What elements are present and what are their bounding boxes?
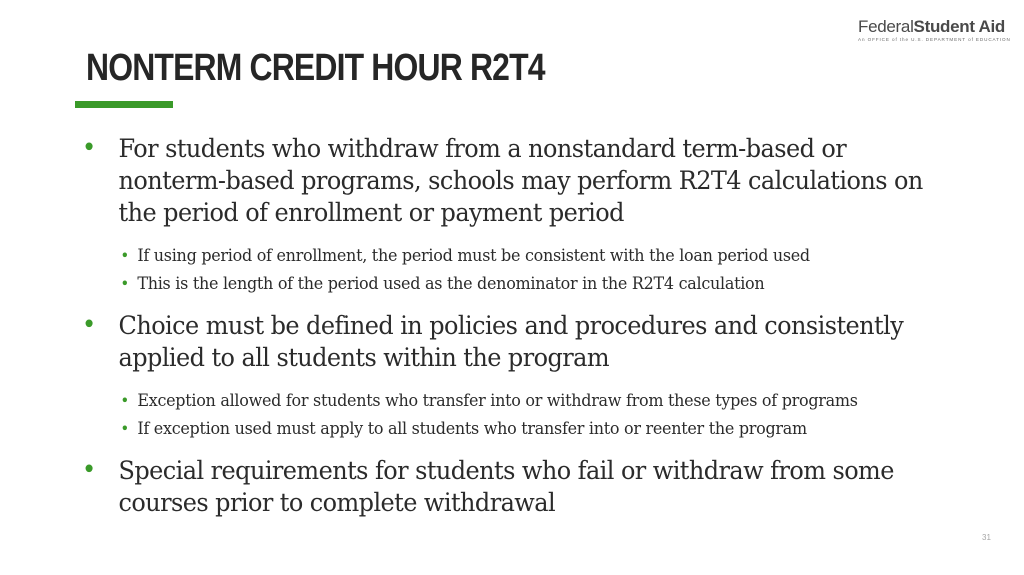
sub-bullet-item [80, 242, 926, 270]
logo-student-aid-text: Student Aid [913, 17, 1005, 36]
sub-bullet-text: If using period of enrollment, the period must be consistent with the loan period used [137, 246, 810, 266]
bullet-item [80, 455, 927, 519]
sub-bullet-item [80, 415, 926, 443]
sub-bullet-dot-icon: • [120, 419, 130, 438]
sub-bullet-group [80, 242, 980, 298]
title-accent-bar [75, 101, 173, 108]
sub-bullet-text: Exception allowed for students who transfer into or withdraw from these types of programs [137, 391, 858, 411]
sub-bullet-group [80, 387, 980, 443]
sub-bullet-dot-icon: • [120, 274, 130, 293]
sub-bullet-list [80, 242, 980, 298]
bullet-text: Choice must be defined in policies and procedures and consistently applied to all students within the program [118, 311, 904, 373]
bullet-dot-icon: • [81, 455, 96, 485]
bullet-list [80, 133, 980, 519]
bullet-dot-icon: • [81, 310, 96, 340]
sub-bullet-dot-icon: • [120, 246, 130, 265]
slide-title: NONTERM CREDIT HOUR R2T4 [86, 47, 545, 89]
sub-bullet-item [80, 270, 926, 298]
sub-bullet-dot-icon: • [120, 391, 130, 410]
logo-tagline: An OFFICE of the U.S. DEPARTMENT of EDUCATION [858, 37, 1011, 42]
bullet-text: Special requirements for students who fail or withdraw from some courses prior to complete withdrawal [118, 456, 894, 518]
bullet-item [80, 310, 927, 374]
federal-student-aid-logo [858, 17, 1011, 44]
bullet-text: For students who withdraw from a nonstandard term-based or nonterm-based programs, schools may perform R2T4 calculations on the period of enrollment or payment period [118, 134, 923, 228]
sub-bullet-list [80, 387, 980, 443]
bullet-item [80, 133, 927, 229]
logo-wordmark [858, 18, 1008, 36]
bullet-dot-icon: • [81, 133, 96, 163]
logo-federal-text: Federal [858, 17, 914, 36]
sub-bullet-text: This is the length of the period used as the denominator in the R2T4 calculation [137, 274, 765, 294]
sub-bullet-text: If exception used must apply to all students who transfer into or reenter the program [137, 419, 807, 439]
sub-bullet-item [80, 387, 926, 415]
page-number: 31 [982, 533, 991, 542]
